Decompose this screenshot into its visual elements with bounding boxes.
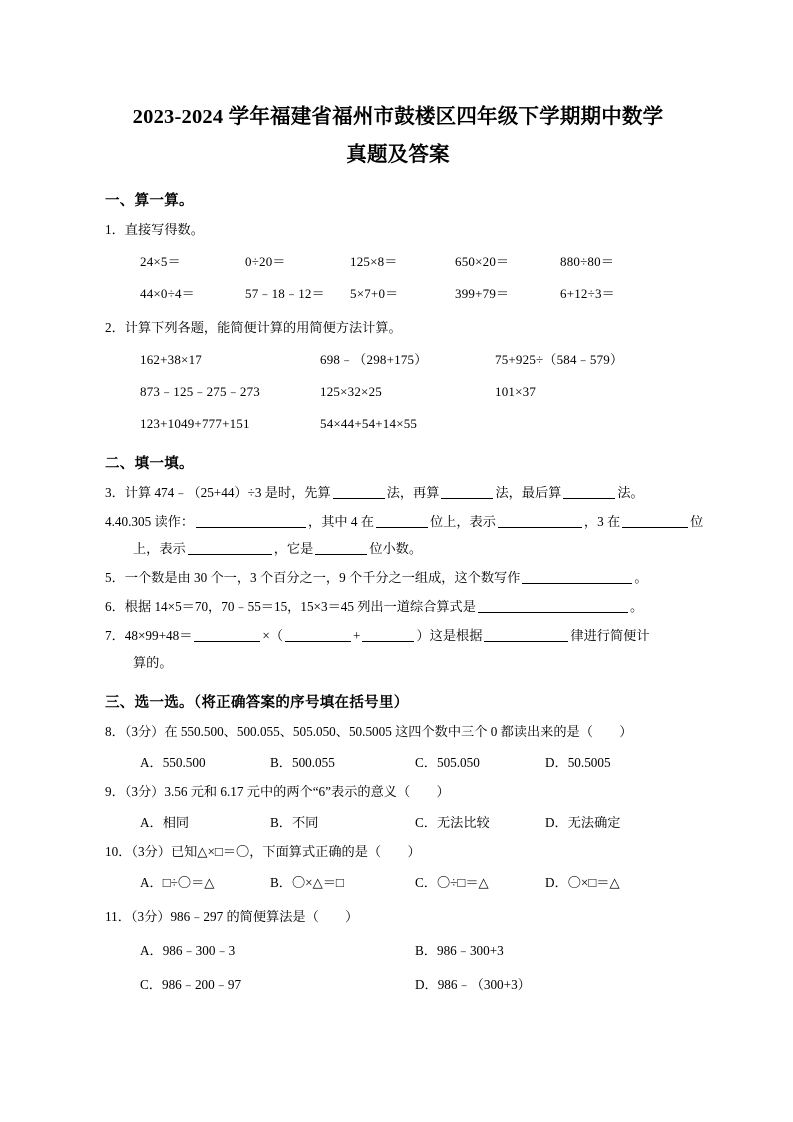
question-3-part-1: 计算 474﹣（25+44）÷3 是时，先算	[124, 485, 331, 500]
question-6-number: 6．	[105, 599, 125, 614]
question-3-part-4: 法。	[617, 485, 644, 500]
question-7-part-2: ×（	[262, 628, 284, 643]
question-11	[105, 907, 693, 927]
question-6	[105, 597, 693, 617]
expression: 101×37	[495, 384, 537, 399]
question-10-text: 已知△×□＝〇，下面算式正确的是（ ）	[170, 844, 421, 859]
expression: 57﹣18﹣12＝	[245, 286, 325, 301]
question-4-l2-part-1: 上，表示	[133, 541, 186, 556]
question-7-part-1: 48×99+48＝	[124, 628, 193, 643]
question-8-options	[105, 753, 693, 773]
question-8-number: 8．	[105, 724, 125, 739]
question-8-score: （3分）	[124, 724, 165, 739]
question-1-row-2	[105, 284, 693, 304]
option-d[interactable]: D．〇×□＝△	[545, 875, 620, 890]
question-2-row-3	[105, 414, 693, 434]
question-3	[105, 483, 693, 503]
question-7	[105, 626, 693, 646]
option-d[interactable]: D．50.5005	[545, 755, 611, 770]
option-d[interactable]: D．无法确定	[545, 815, 621, 830]
question-4-part-5: 位	[690, 514, 704, 529]
question-4-l2-part-3: 位小数。	[369, 541, 423, 556]
option-c[interactable]: C．无法比较	[415, 815, 490, 830]
answer-blank[interactable]	[441, 485, 493, 499]
question-10-options	[105, 873, 693, 893]
question-6-part-2: 。	[629, 599, 644, 614]
answer-blank[interactable]	[196, 514, 306, 528]
option-c[interactable]: C．986﹣200﹣97	[140, 977, 242, 992]
question-4-l2-part-2: ，它是	[273, 541, 314, 556]
option-a[interactable]: A．550.500	[140, 755, 206, 770]
expression: 698﹣（298+175）	[320, 352, 428, 367]
question-11-options-row-2	[105, 975, 693, 995]
exam-content	[105, 182, 704, 995]
option-d[interactable]: D．986﹣（300+3）	[415, 977, 531, 992]
question-2-row-1	[105, 350, 693, 370]
answer-blank[interactable]	[188, 541, 272, 555]
question-4	[105, 512, 704, 532]
expression: 650×20＝	[455, 254, 510, 269]
question-3-number: 3．	[105, 485, 125, 500]
question-4-line-2	[105, 539, 693, 559]
question-7-line-2: 算的。	[133, 655, 173, 670]
question-11-text: 986﹣297 的简便算法是（ ）	[170, 909, 359, 924]
option-a[interactable]: A．□÷〇＝△	[140, 875, 215, 890]
question-11-score: （3分）	[130, 909, 171, 924]
section-heading-1: 一、算一算。	[105, 193, 194, 209]
section-heading-3: 三、选一选。（将正确答案的序号填在括号里）	[105, 695, 409, 711]
question-2-row-2	[105, 382, 693, 402]
option-b[interactable]: B．不同	[270, 815, 319, 830]
question-7-number: 7．	[105, 628, 125, 643]
expression: 125×32×25	[320, 384, 382, 399]
answer-blank[interactable]	[484, 628, 568, 642]
option-b[interactable]: B．〇×△＝□	[270, 875, 344, 890]
question-4-number: 4.	[105, 514, 115, 529]
expression: 54×44+54+14×55	[320, 416, 418, 431]
expression: 24×5＝	[140, 254, 181, 269]
question-9-text: 3.56 元和 6.17 元中的两个“6”表示的意义（ ）	[164, 784, 450, 799]
answer-blank[interactable]	[376, 514, 428, 528]
question-1-number: 1．	[105, 222, 125, 237]
question-1-text: 直接写得数。	[124, 222, 204, 237]
option-a[interactable]: A．相同	[140, 815, 190, 830]
answer-blank[interactable]	[563, 485, 615, 499]
page-title	[96, 98, 700, 174]
question-4-part-4: ，3 在	[583, 514, 621, 529]
question-2-text: 计算下列各题，能简便计算的用简便方法计算。	[124, 320, 402, 335]
expression: 5×7+0＝	[350, 286, 399, 301]
question-8-text: 在 550.500、500.055、505.050、50.5005 这四个数中三个 0 都读出来的是（ ）	[164, 724, 633, 739]
title-line-1: 2023-2024 学年福建省福州市鼓楼区四年级下学期期中数学	[132, 106, 664, 128]
option-c[interactable]: C．〇÷□＝△	[415, 875, 489, 890]
question-9-options	[105, 813, 693, 833]
question-3-part-3: 法，最后算	[495, 485, 562, 500]
answer-blank[interactable]	[362, 628, 414, 642]
option-b[interactable]: B．986﹣300+3	[415, 943, 504, 958]
answer-blank[interactable]	[522, 570, 632, 584]
question-8	[105, 722, 693, 742]
question-7-part-5: 律进行简便计	[570, 628, 650, 643]
expression: 75+925÷（584﹣579）	[495, 352, 624, 367]
question-4-part-3: 位上，表示	[429, 514, 496, 529]
answer-blank[interactable]	[194, 628, 260, 642]
expression: 125×8＝	[350, 254, 398, 269]
question-2-prompt	[105, 318, 693, 338]
question-11-number: 11．	[105, 909, 131, 924]
title-line-2: 真题及答案	[346, 144, 450, 166]
question-7-part-3: +	[353, 628, 361, 643]
question-10-number: 10．	[105, 844, 132, 859]
question-6-part-1: 根据 14×5＝70，70﹣55＝15，15×3＝45 列出一道综合算式是	[124, 599, 476, 614]
question-5-part-1: 一个数是由 30 个一，3 个百分之一，9 个千分之一组成，这个数写作	[124, 570, 521, 585]
question-9-number: 9．	[105, 784, 125, 799]
answer-blank[interactable]	[333, 485, 385, 499]
option-a[interactable]: A．986﹣300﹣3	[140, 943, 236, 958]
question-4-part-2: ，其中 4 在	[308, 514, 374, 529]
question-10	[105, 842, 693, 862]
question-1-prompt	[105, 220, 693, 240]
option-c[interactable]: C．505.050	[415, 755, 480, 770]
section-heading-2: 二、填一填。	[105, 456, 194, 472]
answer-blank[interactable]	[285, 628, 351, 642]
question-9-score: （3分）	[124, 784, 165, 799]
question-1-row-1	[105, 252, 693, 272]
question-4-part-1: 40.305 读作：	[114, 514, 195, 529]
question-10-score: （3分）	[131, 844, 171, 859]
answer-blank[interactable]	[315, 541, 367, 555]
expression: 44×0÷4＝	[140, 286, 195, 301]
answer-blank[interactable]	[478, 599, 628, 613]
answer-blank[interactable]	[498, 514, 582, 528]
expression: 123+1049+777+151	[140, 416, 250, 431]
option-b[interactable]: B．500.055	[270, 755, 335, 770]
question-2-number: 2．	[105, 320, 125, 335]
question-11-options-row-1	[105, 941, 693, 961]
expression: 0÷20＝	[245, 254, 286, 269]
question-5-part-2: 。	[634, 570, 648, 585]
expression: 880÷80＝	[560, 254, 615, 269]
question-5-number: 5．	[105, 570, 125, 585]
question-9	[105, 782, 693, 802]
question-3-part-2: 法，再算	[386, 485, 440, 500]
expression: 162+38×17	[140, 352, 202, 367]
question-5	[105, 568, 693, 588]
expression: 399+79＝	[455, 286, 510, 301]
expression: 6+12÷3＝	[560, 286, 615, 301]
answer-blank[interactable]	[622, 514, 688, 528]
question-7-part-4: ）这是根据	[416, 628, 483, 643]
expression: 873﹣125﹣275﹣273	[140, 384, 260, 399]
